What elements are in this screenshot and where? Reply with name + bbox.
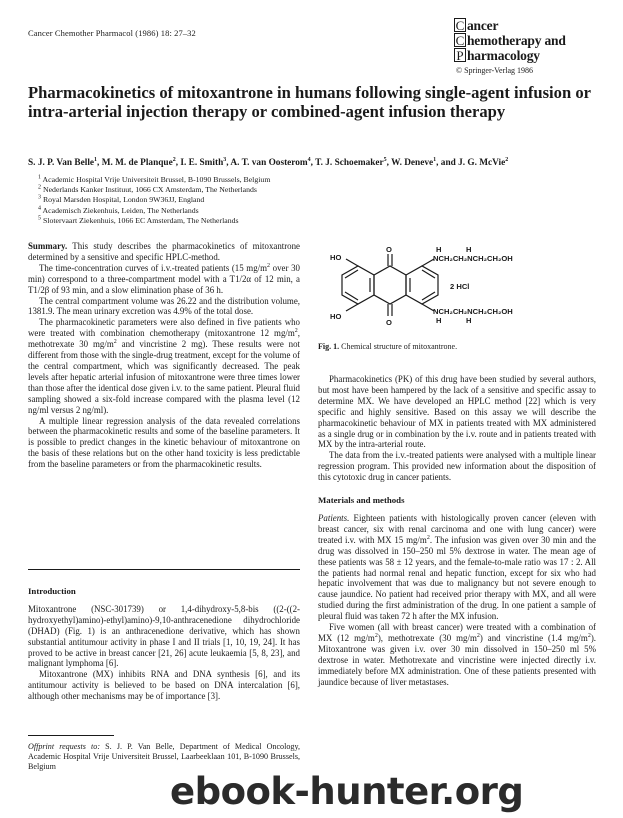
body-paragraph: Pharmacokinetics (PK) of this drug have been studied by several authors, but most have been hampered by the lack of a sensitive and specific assay to determine MX. We have developed an HPLC method [22] which is very specific and highly sensitive. Based on this assay we will describe the pharmacokinetic behaviour of MX in patients treated with MX administered as a single drug or in combination by the i.v. route and in patients treated with MX by the intra-arterial route. bbox=[318, 374, 596, 450]
offprint-label: Offprint requests to: bbox=[28, 742, 101, 751]
footnote-divider bbox=[28, 735, 114, 736]
author-affiliation-number: 5 bbox=[383, 156, 387, 163]
affiliation-item: $^5$ Slotervaart Ziekenhuis, 1066 EC Amsterdam, The Netherlands bbox=[38, 215, 239, 225]
logo-word-pharmacology: harmacology bbox=[467, 48, 540, 63]
author-affiliation-number: 2 bbox=[172, 156, 176, 163]
body-paragraph: Five women (all with breast cancer) were treated with a combination of MX (12 $mg/m^2$), methotrexate (30 $mg/m^2$) and vincristine (1.4 $mg/m^2$). Mitoxantrone was given i.v. over 30 min dissolved in 150–250 ml 5% dextrose in water. Methotrexate and vincristine were injected directly i.v. immediately before MX administration. One of these patients presented with jaundice because of liver metastases. bbox=[318, 622, 596, 687]
hydrogen-label: H bbox=[466, 245, 472, 254]
hydrogen-label: H bbox=[436, 245, 442, 254]
left-column bbox=[28, 241, 300, 470]
hydroxyl-label-top: HO bbox=[330, 253, 342, 262]
affiliation-item: $^3$ Royal Marsden Hospital, London 9W36JJ, England bbox=[38, 194, 205, 205]
section-divider bbox=[28, 569, 300, 570]
body-paragraph: Patients. Eighteen patients with histologically proven cancer (eleven with breast cancer, six with renal carcinoma and one with lung cancer) were treated i.v. with MX 15 $mg/m^2$. The infusion was given over 30 min and the drug was dissolved in 150–250 ml 5% dextrose in water. The mean age of these patients was 58 ± 12 years, and the female-to-male ratio was 17 : 2. All the patients had normal renal and hepatic function, except for six who had hepatic involvement that was due to malignancy but not severe enough to cause jaundice. No patient had received prior therapy with MX, and all were studied during the first administration of the drug. In one patient a sample of pleural fluid was taken 72 h after the MX infusion. bbox=[318, 512, 597, 622]
logo-initial-c2: C bbox=[455, 33, 465, 48]
summary-paragraph: Summary. This study describes the pharmacokinetics of mitoxantrone determined by a sensitive and specific HPLC-method. bbox=[28, 241, 300, 262]
body-paragraph: The data from the i.v.-treated patients were analysed with a multiple linear regression program. This provided new information about the disposition of this cytotoxic drug in cancer patients. bbox=[318, 450, 596, 483]
logo-word-cancer: ancer bbox=[467, 18, 499, 33]
author-name: W. Deneve bbox=[391, 158, 434, 168]
hydrogen-label: H bbox=[436, 316, 442, 325]
author-name: J. G. McVie bbox=[458, 158, 506, 168]
offprint-footnote: Offprint requests to: S. J. P. Van Belle, Department of Medical Oncology, Academic Hospital Vrije Universiteit Brussel, Laarbeeklaan 101, B-1090 Brussels, Belgium bbox=[28, 742, 300, 771]
summary-label: Summary. bbox=[28, 241, 68, 251]
right-column bbox=[318, 374, 596, 687]
watermark-text: ebook-hunter.org bbox=[170, 770, 524, 813]
author-name: I. E. Smith bbox=[180, 158, 224, 168]
journal-logo bbox=[454, 18, 604, 75]
methods-heading: Materials and methods bbox=[318, 495, 405, 506]
introduction-paragraph: Mitoxantrone (MX) inhibits RNA and DNA synthesis [6], and its antitumour activity is believed to be based on DNA intercalation [6], although other mechanisms may be of importance [3]. bbox=[28, 669, 300, 702]
article-title: Pharmacokinetics of mitoxantrone in humans following single-agent infusion or intra-arterial injection therapy or combined-agent infusion therapy bbox=[28, 83, 591, 121]
author-list: S. J. P. Van Belle$^1$, M. M. de Planque$^2$, I. E. Smith$^3$, A. T. van Oosterom$^4$, T. J. Schoemaker$^5$, W. Deneve$^1$, and J. G. McVie$^2$ bbox=[28, 156, 509, 168]
oxygen-label-top: O bbox=[386, 245, 392, 254]
side-chain-top: NCH₂CH₂NCH₂CH₂OH bbox=[433, 254, 513, 263]
logo-word-chemotherapy: hemotherapy and bbox=[467, 33, 566, 48]
oxygen-label-bottom: O bbox=[386, 318, 392, 327]
affiliation-list bbox=[38, 175, 598, 226]
journal-citation: Cancer Chemother Pharmacol (1986) 18: 27–32 bbox=[28, 28, 196, 38]
author-affiliation-number: 3 bbox=[223, 156, 227, 163]
salt-label: 2 HCl bbox=[450, 282, 470, 291]
hydrogen-label: H bbox=[466, 316, 472, 325]
mitoxantrone-structure-figure bbox=[316, 243, 566, 335]
summary-paragraph: The central compartment volume was 26.22 and the distribution volume, 1381.9. The mean urinary excretion was 4.9% of the total dose. bbox=[28, 295, 300, 317]
ring-bonds bbox=[342, 254, 438, 316]
author-affiliation-number: 1 bbox=[433, 156, 437, 163]
author-name: M. M. de Planque bbox=[101, 158, 173, 168]
affiliation-item: $^2$ Nederlands Kanker Instituut, 1066 CX Amsterdam, The Netherlands bbox=[38, 184, 257, 195]
figure-caption: Fig. 1. Chemical structure of mitoxantrone. bbox=[318, 342, 458, 351]
introduction-section bbox=[28, 586, 300, 702]
logo-initial-c1: C bbox=[455, 18, 465, 33]
summary-paragraph: The time-concentration curves of i.v.-treated patients (15 $mg/m^2$ over 30 min) correspond to a three-compartment model with a T1/2α of 12 min, a T1/2β of 93 min, and a slow elimination phase of 36 h. bbox=[28, 262, 300, 295]
logo-initial-p: P bbox=[454, 48, 466, 62]
patients-label: Patients. bbox=[318, 512, 350, 523]
affiliation-item: $^4$ Academisch Ziekenhuis, Leiden, The Netherlands bbox=[38, 205, 199, 215]
summary-paragraph: The pharmacokinetic parameters were also defined in five patients who were treated with combination chemotherapy (mitoxantrone 12 $mg/m^2$, methotrexate 30 $mg/m^2$ and vincristine 2 mg). These results were not different from those with the single-drug treatment, except for the volume of the central compartment, which was significantly decreased. The peak levels after hepatic arterial infusion of mitoxantrone were three times lower than those after the identical dose given i.v. to the same patient. Pleural fluid sampling showed a six-fold increase compared with the plasma level (12 ng/ml versus 2 ng/ml). bbox=[28, 317, 300, 415]
figure-label: Fig. 1. bbox=[318, 342, 340, 351]
introduction-paragraph: Mitoxantrone (NSC-301739) or 1,4-dihydroxy-5,8-bis ((2-((2-hydroxyethyl)amino)-ethyl)amino)-9,10-anthracenedione dihydrochloride (DHAD) (Fig. 1) is an anthracenedione derivative, which has shown substantial antitumour activity in phase I and II trials [1, 10, 19, 24]. It has proved to be active in breast cancer [21, 26] acute leukaemia [5, 8, 23], and malignant lymphoma [6]. bbox=[28, 603, 300, 669]
copyright-notice: © Springer-Verlag 1986 bbox=[456, 66, 534, 75]
hydroxyl-label-bottom: HO bbox=[330, 312, 342, 321]
author-affiliation-number: 2 bbox=[505, 156, 509, 163]
author-name: S. J. P. Van Belle bbox=[28, 158, 95, 168]
author-name: T. J. Schoemaker bbox=[315, 158, 384, 168]
author-affiliation-number: 1 bbox=[94, 156, 98, 163]
affiliation-item: $^1$ Academic Hospital Vrije Universiteit Brussel, B-1090 Brussels, Belgium bbox=[38, 174, 271, 184]
summary-paragraph: A multiple linear regression analysis of the data revealed correlations between the pharmacokinetic results and some of the baseline parameters. It is possible to predict changes in the kinetic behaviour of mitoxantrone on the basis of these relations but on the other hand toxicity is less predictable from the baseline parameters or from the pharmacokinetic results. bbox=[28, 415, 300, 470]
author-affiliation-number: 4 bbox=[307, 156, 311, 163]
introduction-heading: Introduction bbox=[28, 586, 76, 596]
author-name: A. T. van Oosterom bbox=[230, 158, 308, 168]
side-chain-bottom: NCH₂CH₂NCH₂CH₂OH bbox=[433, 307, 513, 316]
